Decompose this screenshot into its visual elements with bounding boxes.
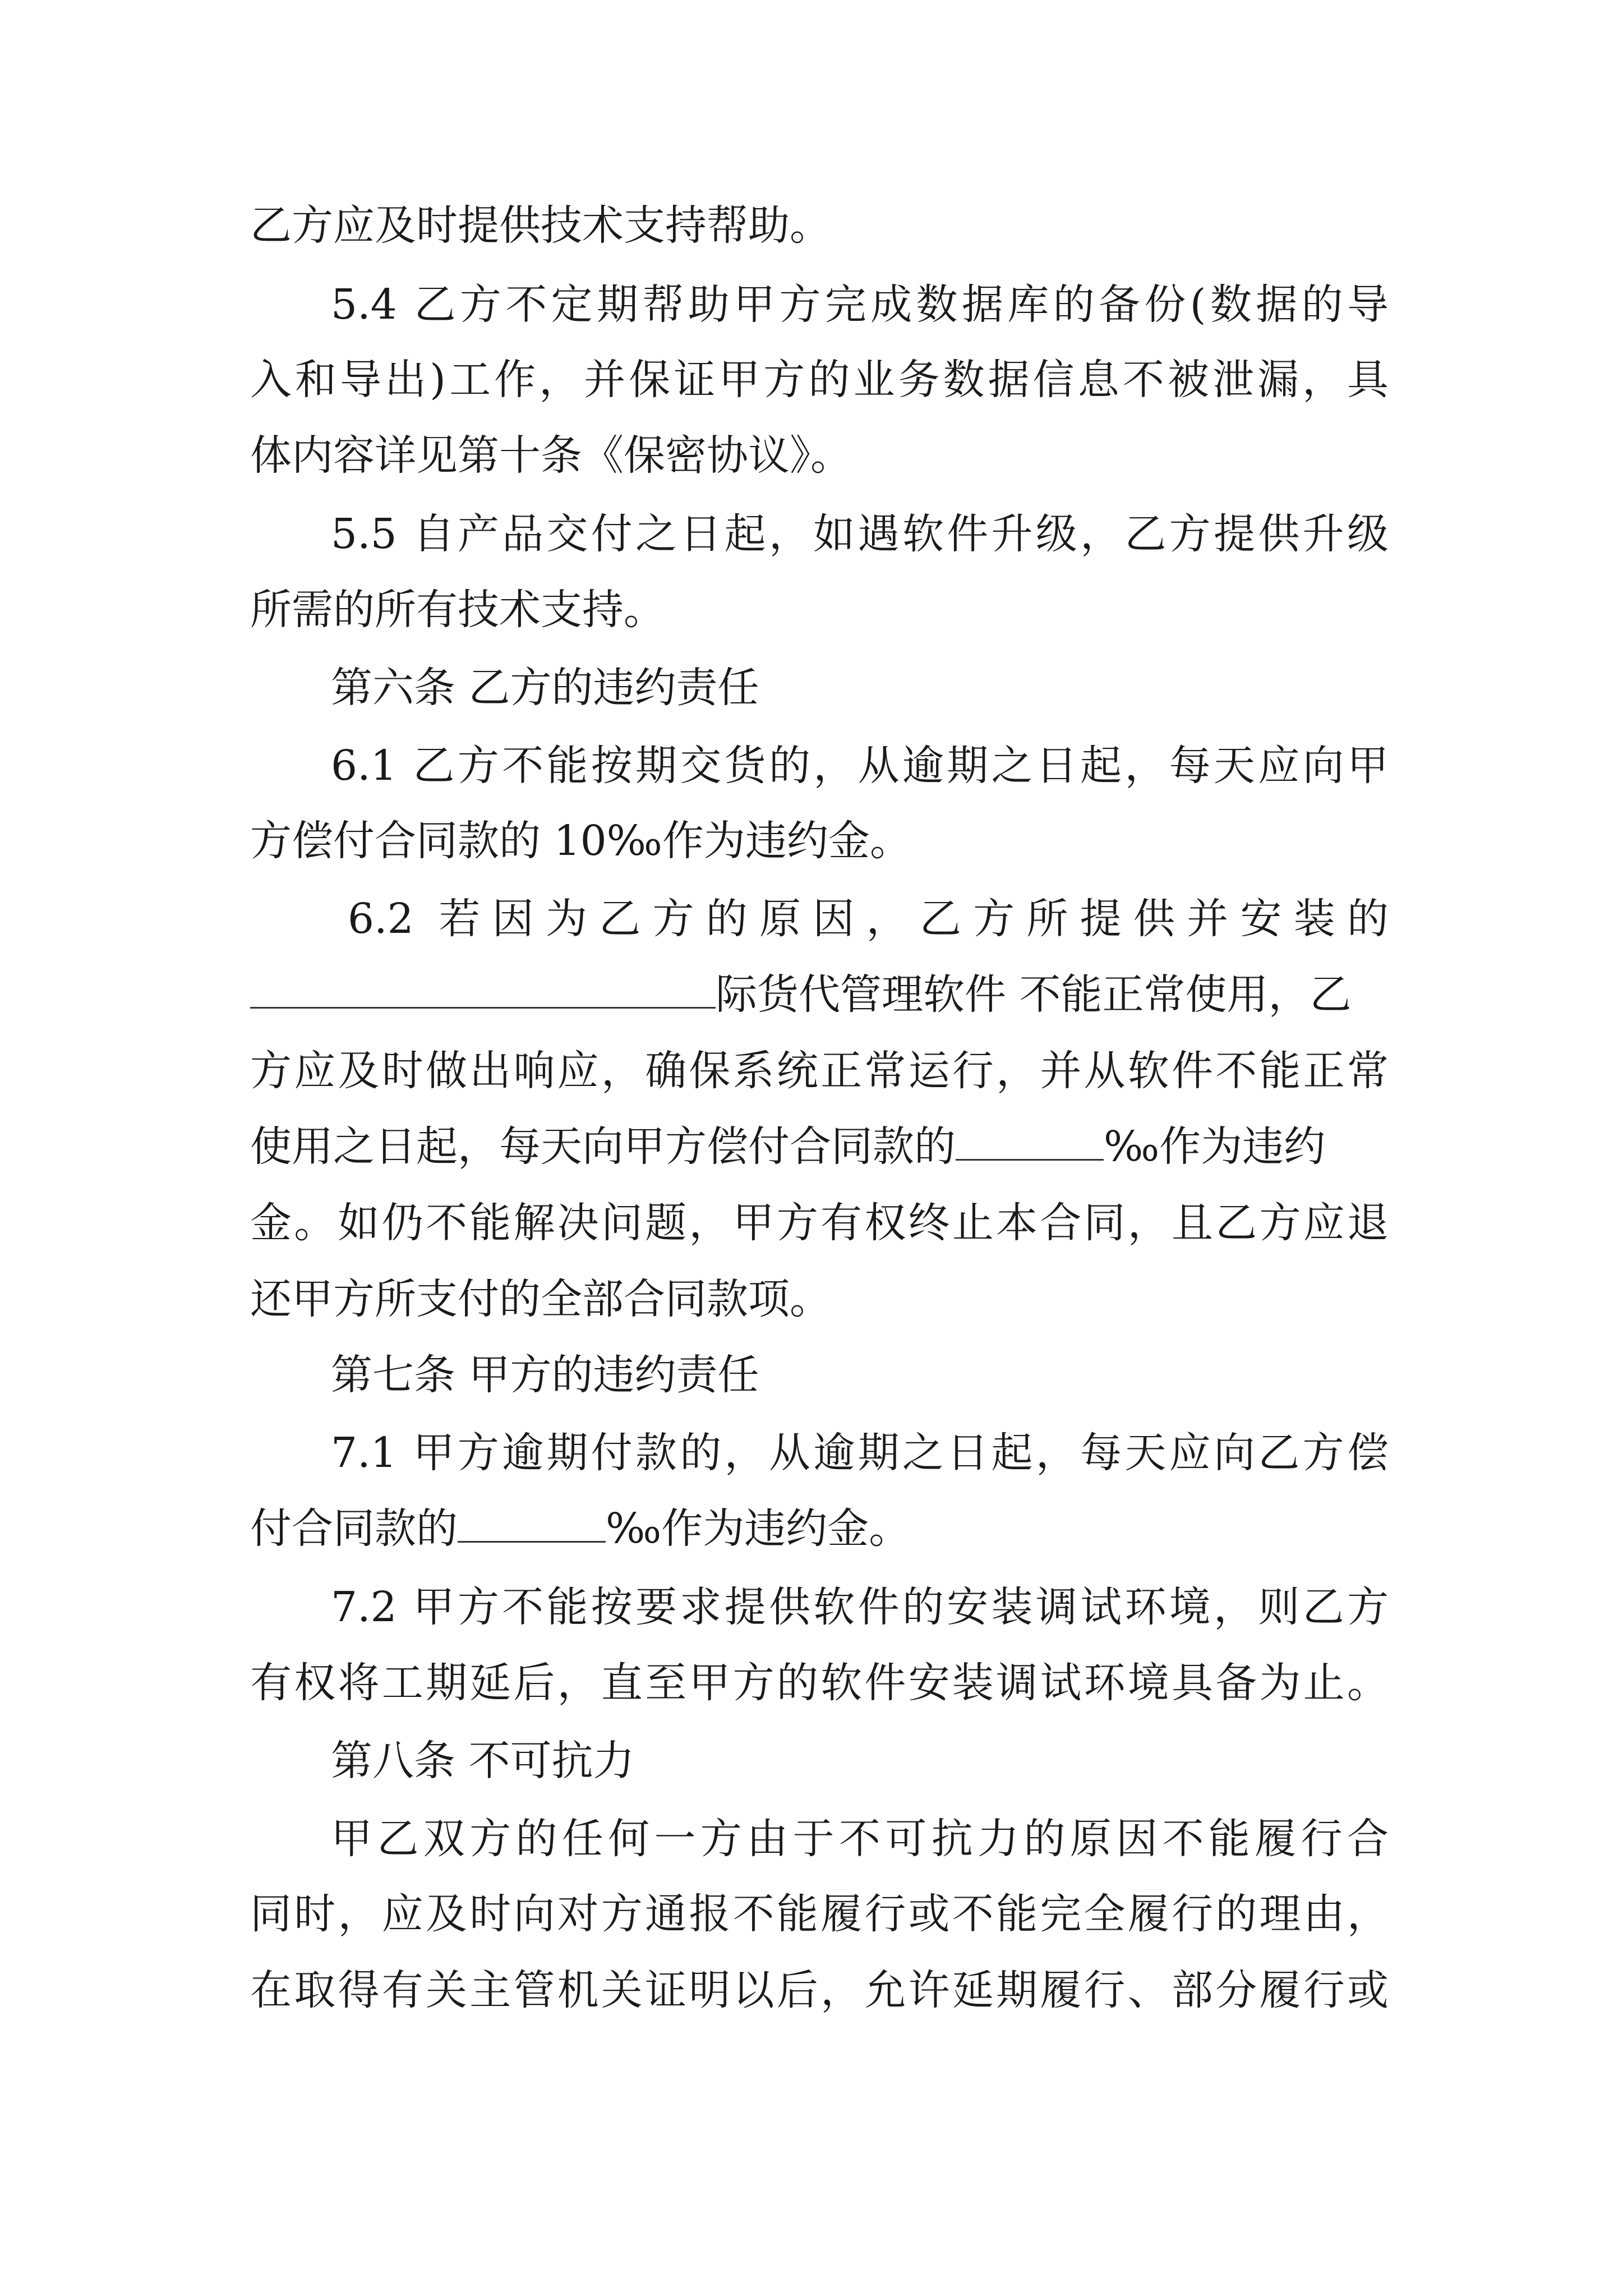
paragraph-text: 付合同款的 xyxy=(250,1504,458,1553)
clause-5-4: 5.4 乙方不定期帮助甲方完成数据库的备份(数据的导 xyxy=(331,280,1389,329)
clause-6-2: 6.2 若因为乙方的原因，乙方所提供并安装的 xyxy=(348,895,1389,943)
paragraph-text: ‰作为违约金。 xyxy=(606,1504,911,1553)
clause-6-1: 6.1 乙方不能按期交货的，从逾期之日起，每天应向甲 xyxy=(331,742,1389,790)
fill-in-blank[interactable] xyxy=(250,968,716,1009)
fill-in-blank[interactable] xyxy=(956,1120,1104,1161)
paragraph-line: 金。如仍不能解决问题，甲方有权终止本合同，且乙方应退 xyxy=(250,1199,1389,1247)
clause-7-1: 7.1 甲方逾期付款的，从逾期之日起，每天应向乙方偿 xyxy=(331,1429,1389,1477)
clause-7-2: 7.2 甲方不能按要求提供软件的安装调试环境，则乙方 xyxy=(331,1583,1389,1631)
paragraph-line: 方偿付合同款的 10‰作为违约金。 xyxy=(250,817,911,865)
paragraph-line: 同时，应及时向对方通报不能履行或不能完全履行的理由， xyxy=(250,1890,1389,1938)
paragraph-line: 在取得有关主管机关证明以后，允许延期履行、部分履行或 xyxy=(250,1966,1389,2014)
paragraph-line: 所需的所有技术支持。 xyxy=(250,586,665,634)
force-majeure-paragraph: 甲乙双方的任何一方由于不可抗力的原因不能履行合 xyxy=(331,1815,1389,1863)
paragraph-text: ‰作为违约 xyxy=(1104,1122,1326,1171)
paragraph-line: 有权将工期延后，直至甲方的软件安装调试环境具备为止。 xyxy=(250,1659,1389,1707)
paragraph-line xyxy=(250,1120,1389,1174)
section-heading-7: 第七条 甲方的违约责任 xyxy=(331,1351,759,1399)
clause-5-5: 5.5 自产品交付之日起，如遇软件升级，乙方提供升级 xyxy=(331,510,1389,558)
paragraph-line: 入和导出)工作，并保证甲方的业务数据信息不被泄漏，具 xyxy=(250,356,1389,404)
paragraph-line xyxy=(250,1502,1389,1556)
paragraph-line: 方应及时做出响应，确保系统正常运行，并从软件不能正常 xyxy=(250,1047,1389,1095)
paragraph-line: 乙方应及时提供技术支持帮助。 xyxy=(250,201,831,250)
section-heading-6: 第六条 乙方的违约责任 xyxy=(331,664,759,712)
section-heading-8: 第八条 不可抗力 xyxy=(331,1737,635,1785)
paragraph-text: 际货代管理软件 不能正常使用，乙 xyxy=(716,970,1352,1019)
paragraph-text: 使用之日起，每天向甲方偿付合同款的 xyxy=(250,1122,956,1171)
paragraph-line xyxy=(250,968,1389,1022)
paragraph-line: 还甲方所支付的全部合同款项。 xyxy=(250,1275,831,1323)
paragraph-line: 体内容详见第十条《保密协议》。 xyxy=(250,431,852,480)
fill-in-blank[interactable] xyxy=(458,1502,606,1543)
